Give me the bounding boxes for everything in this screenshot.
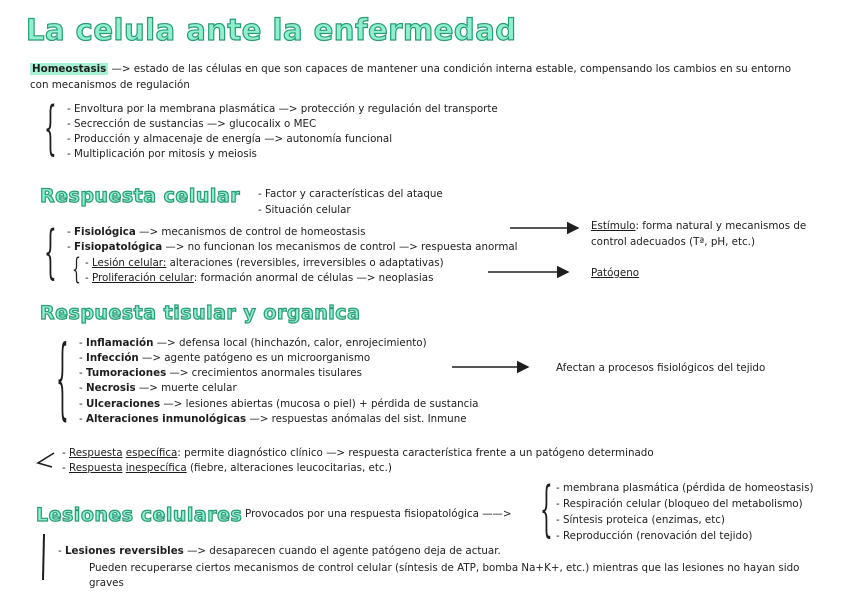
respuesta-especifica: - Respuesta específica: permite diagnóstico clínico —> respuesta característica frente a un patógeno determinado: [62, 447, 654, 459]
angle-bracket: [38, 453, 54, 467]
heading-respuesta-celular: Respuesta celular: [40, 185, 241, 207]
heading-lesiones-celulares: Lesiones celulares: [36, 504, 243, 526]
lesion-target-item: - membrana plasmática (pérdida de homeostasis): [556, 482, 814, 494]
fisiopatologica-line: - Fisiopatológica —> no funcionan los mecanismos de control —> respuesta anormal: [67, 241, 518, 253]
estimulo-note: Estímulo: forma natural y mecanismos de: [591, 220, 807, 232]
fisiologica-line: - Fisiológica —> mecanismos de control de homeostasis: [67, 226, 366, 238]
homeostasis-term: Homeostasis: [32, 63, 107, 75]
lesiones-reversibles: - Lesiones reversibles —> desaparecen cuando el agente patógeno deja de actuar.: [58, 545, 501, 557]
tisular-item: - Tumoraciones —> crecimientos anormales tisulares: [79, 367, 362, 379]
brace-respuesta-tisular: {: [56, 324, 69, 430]
lesiones-provocados: Provocados por una respuesta fisiopatológica ——>: [245, 508, 512, 520]
page-title: La celula ante la enfermedad: [26, 13, 517, 47]
heading-respuesta-tisular: Respuesta tisular y organica: [40, 302, 361, 324]
factor-item: - Factor y características del ataque: [258, 188, 443, 200]
lesiones-reversibles-line2: Pueden recuperarse ciertos mecanismos de control celular (síntesis de ATP, bomba Na+K+, etc.) mientras que las lesiones no hayan sido: [89, 562, 800, 574]
estimulo-note-line2: control adecuados (Tª, pH, etc.): [591, 236, 755, 248]
homeostasis-definition: Homeostasis —> estado de las células en que son capaces de mantener una condición interna estable, compensando los cambios en su entorno: [32, 63, 792, 75]
brace-lesiones-targets: {: [540, 472, 553, 544]
tisular-item: - Infección —> agente patógeno es un microorganismo: [79, 352, 371, 364]
tisular-item: - Alteraciones inmunológicas —> respuestas anómalas del sist. Inmune: [79, 413, 467, 425]
homeostasis-item: - Multiplicación por mitosis y meiosis: [67, 148, 257, 160]
tisular-item: - Necrosis —> muerte celular: [79, 382, 237, 394]
vertical-bar-lesiones: [43, 534, 44, 580]
lesion-target-item: - Respiración celular (bloqueo del metabolismo): [556, 498, 803, 510]
proliferacion-line: - Proliferación celular: formación anormal de células —> neoplasias: [85, 272, 434, 284]
homeostasis-item: - Envoltura por la membrana plasmática —> protección y regulación del transporte: [67, 103, 498, 115]
homeostasis-item: - Secrección de sustancias —> glucocalix o MEC: [67, 118, 317, 130]
homeostasis-item: - Producción y almacenaje de energía —> autonomía funcional: [67, 133, 393, 145]
lesiones-reversibles-line3: graves: [89, 577, 124, 589]
brace-respuesta-celular: {: [44, 216, 57, 286]
patogeno-note: Patógeno: [591, 267, 640, 279]
respuesta-inespecifica: - Respuesta inespecífica (fiebre, alteraciones leucocitarias, etc.): [62, 462, 392, 474]
factor-item: - Situación celular: [258, 204, 351, 216]
tisular-effect: Afectan a procesos fisiológicos del tejido: [556, 362, 766, 374]
tisular-item: - Inflamación —> defensa local (hinchazón, calor, enrojecimiento): [79, 337, 427, 349]
tisular-item: - Ulceraciones —> lesiones abiertas (mucosa o piel) + pérdida de sustancia: [79, 398, 479, 410]
lesion-target-item: - Síntesis proteica (enzimas, etc): [556, 514, 725, 526]
lesion-celular-line: - Lesión celular: alteraciones (reversibles, irreversibles o adaptativas): [85, 257, 444, 269]
brace-lesion: {: [72, 253, 81, 288]
brace-homeostasis: {: [44, 92, 57, 162]
homeostasis-definition-line2: con mecanismos de regulación: [30, 79, 190, 91]
lesion-target-item: - Reproducción (renovación del tejido): [556, 530, 753, 542]
